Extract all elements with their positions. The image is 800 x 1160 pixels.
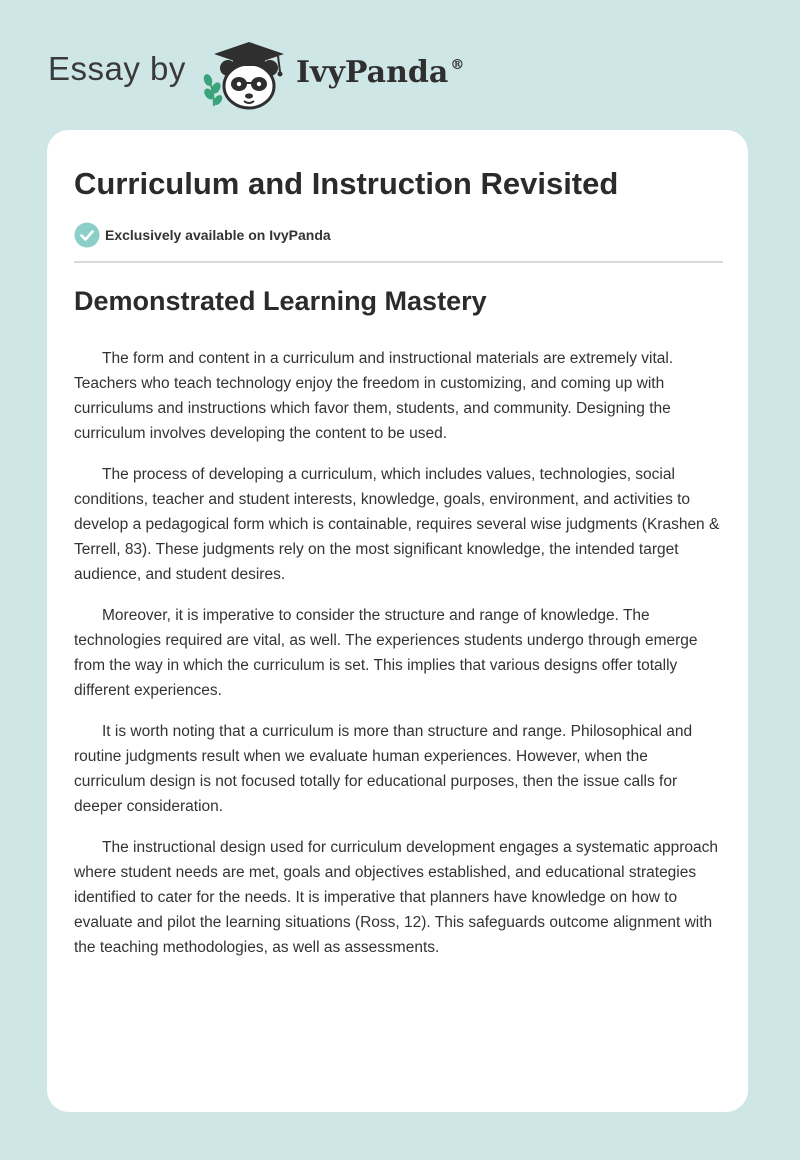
paragraph: The form and content in a curriculum and instructional materials are extremely vital. Teachers who teach technology enjoy the freedom in customizing, and coming up with curriculums and instructions which favor them, students, and community. Designing the curriculum involves developing the content to be used. bbox=[74, 350, 674, 442]
essay-card bbox=[47, 130, 748, 1112]
site-header bbox=[0, 0, 800, 130]
paragraph: The instructional design used for curriculum development engages a systematic approach where student needs are met, goals and objectives established, and educational strategies identified to cater for the needs. It is imperative that planners have knowledge on how to evaluate and pilot the learning situations (Ross, 12). This safeguards outcome alignment with the teaching methodologies, as well as assessments. bbox=[74, 839, 719, 956]
paragraph: Moreover, it is imperative to consider the structure and range of knowledge. The technologies required are vital, as well. The experiences students undergo through emerge from the way in which the curriculum is set. This implies that various designs offer totally different experiences. bbox=[74, 607, 698, 699]
essay-title: Curriculum and Instruction Revisited bbox=[74, 166, 619, 201]
exclusive-badge bbox=[74, 222, 331, 248]
essay-by-label: Essay by bbox=[48, 50, 186, 87]
panda-graduation-cap-icon[interactable] bbox=[200, 36, 296, 112]
essay-body bbox=[74, 346, 723, 976]
check-circle-icon bbox=[74, 222, 100, 248]
title-divider bbox=[74, 261, 723, 263]
brand-name[interactable]: IvyPanda ® bbox=[296, 55, 465, 90]
section-heading: Demonstrated Learning Mastery bbox=[74, 286, 487, 316]
exclusive-badge-label: Exclusively available on IvyPanda bbox=[105, 227, 331, 243]
registered-mark: ® bbox=[450, 57, 465, 73]
paragraph: It is worth noting that a curriculum is more than structure and range. Philosophical and routine judgments result when we evaluate human experiences. However, when the curriculum design is not focused totally for educational purposes, then the issue calls for deeper consideration. bbox=[74, 723, 693, 815]
paragraph: The process of developing a curriculum, which includes values, technologies, social conditions, teacher and student interests, knowledge, goals, environment, and activities to develop a pedagogical form which is containable, requires several wise judgments (Krashen & Terrell, 83). These judgments rely on the most significant knowledge, the intended target audience, and student desires. bbox=[74, 466, 720, 583]
